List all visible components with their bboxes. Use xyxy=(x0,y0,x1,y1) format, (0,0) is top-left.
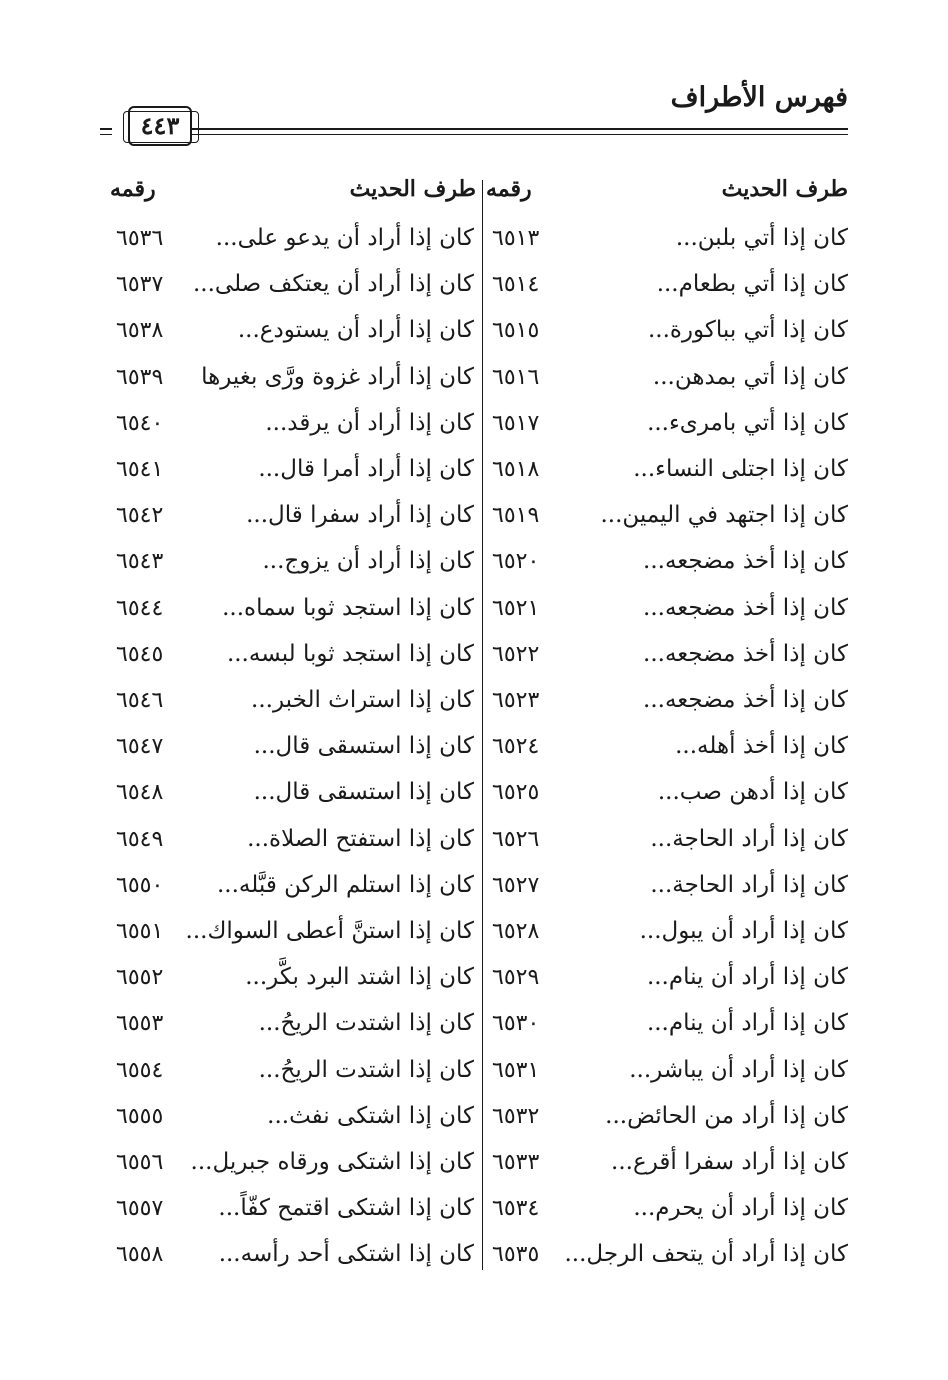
entry-text: كان إذا أدهن صب... xyxy=(657,779,848,805)
entry-text: كان إذا أراد سفرا أقرع... xyxy=(611,1149,848,1175)
rule-line xyxy=(100,134,112,135)
entry-number: ٦٥٣٧ xyxy=(116,272,164,297)
entry-text: كان إذا أراد أمرا قال... xyxy=(258,456,474,482)
entry-text: كان إذا اجتلى النساء... xyxy=(633,456,848,482)
entry-number: ٦٥٢٧ xyxy=(492,873,540,898)
entry-number: ٦٥٤٦ xyxy=(116,688,164,713)
rule-line xyxy=(192,134,848,135)
entry-text: كان إذا أتي بباكورة... xyxy=(647,317,848,343)
entry-text: كان إذا أراد أن ينام... xyxy=(646,1010,848,1036)
entry-number: ٦٥٢٥ xyxy=(492,780,540,805)
entry-text: كان إذا استسقى قال... xyxy=(253,733,474,759)
entry-number: ٦٥٥١ xyxy=(116,919,164,944)
entry-text: كان إذا اشتكى ورقاه جبريل... xyxy=(190,1149,474,1175)
entry-text: كان إذا اجتهد في اليمين... xyxy=(600,502,848,528)
entry-text: كان إذا أراد أن يبول... xyxy=(639,918,848,944)
entry-number: ٦٥٣٨ xyxy=(116,318,164,343)
left-text-header: طرف الحديث xyxy=(349,176,476,202)
entry-text: كان إذا أراد أن يدعو على... xyxy=(215,225,474,251)
entry-text: كان إذا اشتد البرد بكَّر... xyxy=(245,964,474,990)
entry-number: ٦٥٣٤ xyxy=(492,1196,540,1221)
entry-number: ٦٥٤٤ xyxy=(116,596,164,621)
entry-text: كان إذا أراد أن يعتكف صلى... xyxy=(192,271,474,297)
entry-number: ٦٥٤٧ xyxy=(116,734,164,759)
entry-text: كان إذا أخذ أهله... xyxy=(675,733,848,759)
entry-number: ٦٥٢٠ xyxy=(492,549,540,574)
page-title: فهرس الأطراف xyxy=(670,82,848,113)
entry-number: ٦٥١٦ xyxy=(492,365,540,390)
entry-text: كان إذا استجد ثوبا لبسه... xyxy=(226,641,474,667)
entry-text: كان إذا أراد من الحائض... xyxy=(605,1103,848,1129)
entry-text: كان إذا استنَّ أعطى السواك... xyxy=(185,918,474,944)
entry-number: ٦٥١٩ xyxy=(492,503,540,528)
entry-number: ٦٥٣٠ xyxy=(492,1011,540,1036)
left-number-header: رقمه xyxy=(110,176,156,202)
entry-number: ٦٥٣٩ xyxy=(116,365,164,390)
entry-text: كان إذا استراث الخبر... xyxy=(251,687,474,713)
entry-text: كان إذا أتي بامرىء... xyxy=(647,410,848,436)
entry-text: كان إذا اشتكى أحد رأسه... xyxy=(218,1241,474,1267)
page-number-box xyxy=(128,106,192,146)
column-divider xyxy=(482,180,483,1270)
right-text-header: طرف الحديث xyxy=(721,176,848,202)
entry-text: كان إذا استجد ثوبا سماه... xyxy=(222,595,474,621)
entry-text: كان إذا أراد أن يستودع... xyxy=(237,317,474,343)
entry-text: كان إذا استسقى قال... xyxy=(253,779,474,805)
entry-number: ٦٥٣١ xyxy=(492,1058,540,1083)
entry-text: كان إذا أراد الحاجة... xyxy=(650,872,848,898)
entry-text: كان إذا أتي بطعام... xyxy=(656,271,848,297)
entry-number: ٦٥٣٦ xyxy=(116,226,164,251)
entry-number: ٦٥٢٣ xyxy=(492,688,540,713)
entry-text: كان إذا أراد سفرا قال... xyxy=(246,502,474,528)
entry-number: ٦٥٤٩ xyxy=(116,827,164,852)
entry-text: كان إذا أراد غزوة ورَّى بغيرها xyxy=(201,364,474,390)
entry-number: ٦٥٥٣ xyxy=(116,1011,164,1036)
entry-number: ٦٥٥٠ xyxy=(116,873,164,898)
right-number-header: رقمه xyxy=(486,176,532,202)
entry-number: ٦٥٤٨ xyxy=(116,780,164,805)
entry-number: ٦٥٢٨ xyxy=(492,919,540,944)
entry-number: ٦٥٥٧ xyxy=(116,1196,164,1221)
entry-number: ٦٥٣٣ xyxy=(492,1150,540,1175)
entry-number: ٦٥٢٩ xyxy=(492,965,540,990)
entry-number: ٦٥١٥ xyxy=(492,318,540,343)
entry-text: كان إذا أتي بلبن... xyxy=(675,225,848,251)
entry-text: كان إذا استلم الركن قبَّله... xyxy=(217,872,474,898)
entry-number: ٦٥٥٢ xyxy=(116,965,164,990)
rule-line xyxy=(192,128,848,130)
entry-text: كان إذا أخذ مضجعه... xyxy=(643,687,848,713)
entry-number: ٦٥٤٠ xyxy=(116,411,164,436)
entry-number: ٦٥١٣ xyxy=(492,226,540,251)
entry-number: ٦٥٤٥ xyxy=(116,642,164,667)
entry-number: ٦٥٢٦ xyxy=(492,827,540,852)
entry-number: ٦٥٣٢ xyxy=(492,1104,540,1129)
entry-text: كان إذا أتي بمدهن... xyxy=(652,364,848,390)
entry-number: ٦٥٣٥ xyxy=(492,1242,540,1267)
entry-text: كان إذا اشتكى اقتمح كفّاً... xyxy=(218,1195,474,1221)
entry-text: كان إذا أراد أن يتحف الرجل... xyxy=(564,1241,848,1267)
entry-number: ٦٥٤١ xyxy=(116,457,164,482)
entry-text: كان إذا أراد أن ينام... xyxy=(646,964,848,990)
entry-text: كان إذا أخذ مضجعه... xyxy=(643,595,848,621)
entry-text: كان إذا أراد أن يحرم... xyxy=(633,1195,848,1221)
entry-number: ٦٥٢٢ xyxy=(492,642,540,667)
page-number: ٤٤٣ xyxy=(140,111,180,140)
entry-text: كان إذا أخذ مضجعه... xyxy=(643,641,848,667)
entry-text: كان إذا اشتكى نفث... xyxy=(267,1103,474,1129)
entry-text: كان إذا أراد أن يزوج... xyxy=(262,548,474,574)
entry-number: ٦٥١٧ xyxy=(492,411,540,436)
entry-number: ٦٥٥٤ xyxy=(116,1058,164,1083)
entry-text: كان إذا أراد أن يباشر... xyxy=(629,1057,848,1083)
entry-number: ٦٥٤٣ xyxy=(116,549,164,574)
entry-number: ٦٥١٤ xyxy=(492,272,540,297)
entry-number: ٦٥٥٦ xyxy=(116,1150,164,1175)
entry-number: ٦٥٥٨ xyxy=(116,1242,164,1267)
entry-text: كان إذا أراد أن يرقد... xyxy=(265,410,474,436)
header-rule xyxy=(100,104,848,150)
rule-line xyxy=(100,128,112,130)
entry-text: كان إذا أخذ مضجعه... xyxy=(643,548,848,574)
entry-number: ٦٥٥٥ xyxy=(116,1104,164,1129)
entry-number: ٦٥٤٢ xyxy=(116,503,164,528)
entry-text: كان إذا استفتح الصلاة... xyxy=(247,826,474,852)
entry-number: ٦٥٢١ xyxy=(492,596,540,621)
entry-text: كان إذا اشتدت الريحُ... xyxy=(258,1057,474,1083)
entry-number: ٦٥٢٤ xyxy=(492,734,540,759)
entry-text: كان إذا اشتدت الريحُ... xyxy=(258,1010,474,1036)
entry-number: ٦٥١٨ xyxy=(492,457,540,482)
entry-text: كان إذا أراد الحاجة... xyxy=(650,826,848,852)
